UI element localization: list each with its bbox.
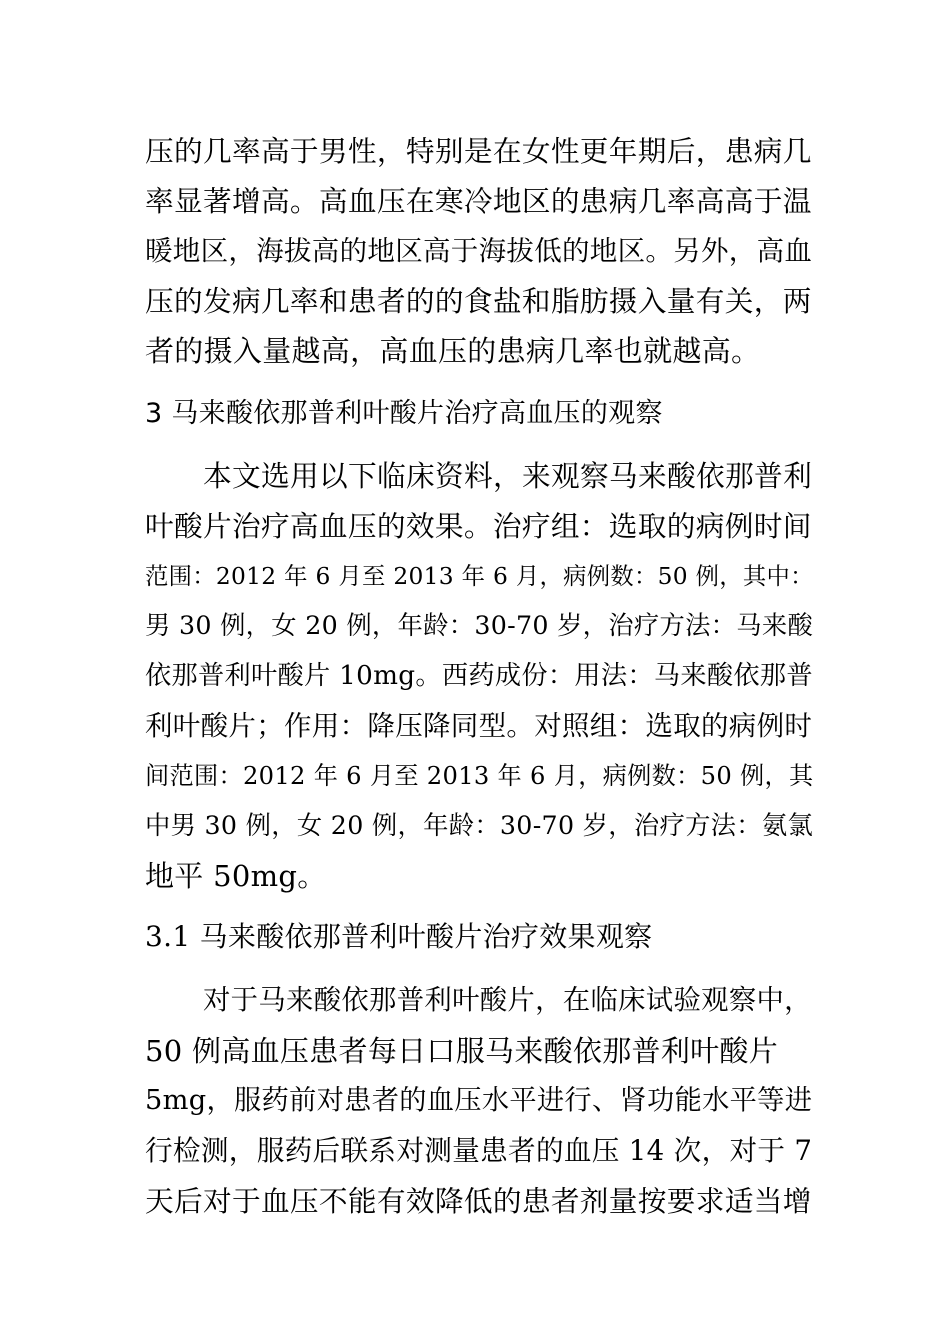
paragraph-1-line-4: 压的发病几率和患者的的食盐和脂肪摄入量有关，两 — [145, 284, 812, 318]
paragraph-1-line-2: 率显著增高。高血压在寒冷地区的患病几率高高于温 — [145, 184, 812, 218]
paragraph-2-line-8: 中男 30 例，女 20 例，年龄：30-70 岁，治疗方法：氨氯 — [145, 811, 814, 840]
paragraph-2-line-7: 间范围：2012 年 6 月至 2013 年 6 月，病例数：50 例，其 — [145, 762, 814, 790]
paragraph-3-line-5: 天后对于血压不能有效降低的患者剂量按要求适当增 — [145, 1184, 812, 1218]
paragraph-1-line-3: 暖地区，海拔高的地区高于海拔低的地区。另外，高血 — [145, 235, 813, 267]
paragraph-3-line-3: 5mg，服药前对患者的血压水平进行、肾功能水平等进 — [145, 1085, 813, 1116]
paragraph-2-line-9: 地平 50mg。 — [145, 859, 327, 893]
paragraph-2-line-3: 范围：2012 年 6 月至 2013 年 6 月，病例数：50 例，其中： — [145, 562, 814, 590]
paragraph-1-line-5: 者的摄入量越高，高血压的患病几率也就越高。 — [145, 334, 761, 368]
paragraph-2-line-5: 依那普利叶酸片 10mg。西药成份：用法：马来酸依那普 — [145, 661, 813, 691]
paragraph-2-line-4: 男 30 例，女 20 例，年龄：30-70 岁，治疗方法：马来酸 — [145, 611, 814, 640]
paragraph-3-line-4: 行检测，服药后联系对测量患者的血压 14 次，对于 7 — [145, 1134, 813, 1167]
paragraph-2-line-2: 叶酸片治疗高血压的效果。治疗组：选取的病例时间 — [145, 509, 812, 543]
paragraph-1-line-1: 压的几率高于男性，特别是在女性更年期后，患病几 — [145, 134, 812, 168]
paragraph-2-line-1: 本文选用以下临床资料，来观察马来酸依那普利 — [203, 459, 813, 493]
section-heading-3: 3 马来酸依那普利叶酸片治疗高血压的观察 — [145, 398, 663, 429]
paragraph-2-line-6: 利叶酸片；作用：降压降同型。对照组：选取的病例时 — [145, 710, 813, 742]
paragraph-3-line-2: 50 例高血压患者每日口服马来酸依那普利叶酸片 — [145, 1034, 779, 1068]
paragraph-3-line-1: 对于马来酸依那普利叶酸片，在临床试验观察中， — [203, 985, 812, 1016]
subsection-heading-3-1: 3.1 马来酸依那普利叶酸片治疗效果观察 — [145, 920, 653, 953]
